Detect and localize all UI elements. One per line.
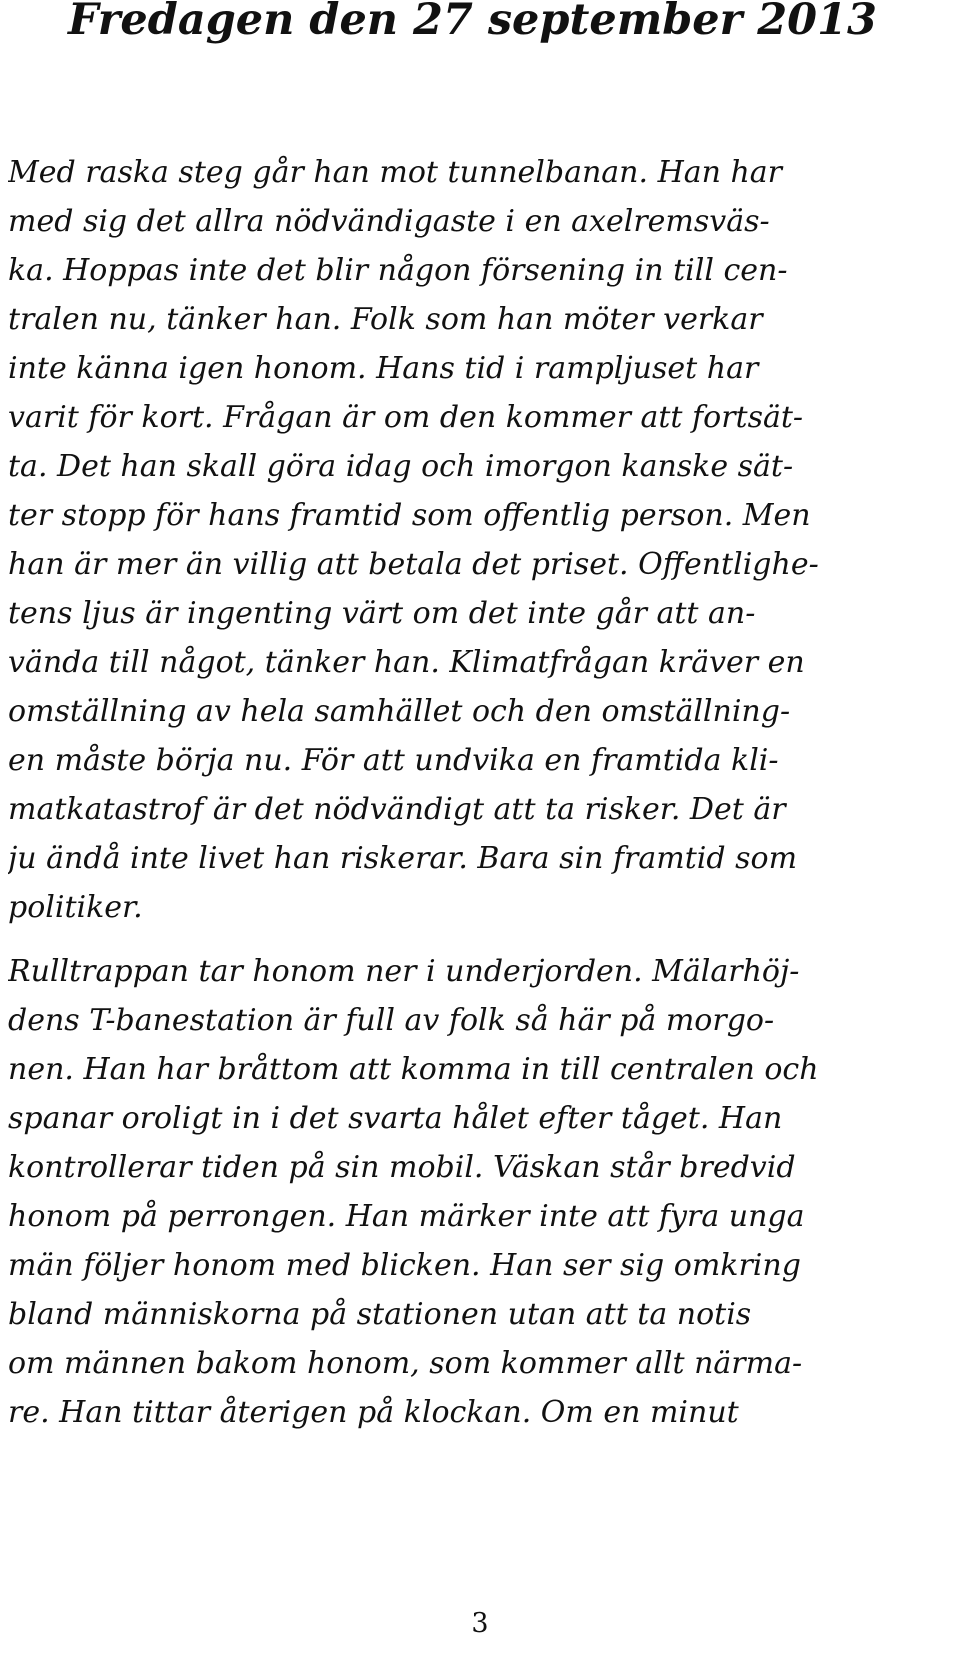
text-line: ka. Hoppas inte det blir någon försening in till cen- xyxy=(8,253,788,288)
text-line: tralen nu, tänker han. Folk som han möter verkar xyxy=(8,302,763,337)
text-line: han är mer än villig att betala det priset. Offentlighe- xyxy=(8,547,819,582)
text-line: politiker. xyxy=(8,890,143,925)
text-line: honom på perrongen. Han märker inte att fyra unga xyxy=(8,1199,805,1234)
text-line: en måste börja nu. För att undvika en framtida kli- xyxy=(8,743,779,778)
text-line: Rulltrappan tar honom ner i underjorden. Mälarhöj- xyxy=(8,954,800,989)
text-line: dens T-banestation är full av folk så här på morgo- xyxy=(8,1003,775,1038)
text-line: nen. Han har bråttom att komma in till centralen och xyxy=(8,1052,819,1087)
text-line: inte känna igen honom. Hans tid i rampljuset har xyxy=(8,351,759,386)
text-line: re. Han tittar återigen på klockan. Om en minut xyxy=(8,1395,739,1430)
text-line: bland människorna på stationen utan att ta notis xyxy=(8,1297,752,1332)
text-line: ter stopp för hans framtid som offentlig person. Men xyxy=(8,498,811,533)
page-title: Fredagen den 27 september 2013 xyxy=(68,0,877,45)
text-line: ta. Det han skall göra idag och imorgon kanske sät- xyxy=(8,449,794,484)
text-line: spanar oroligt in i det svarta hålet efter tåget. Han xyxy=(8,1101,783,1136)
text-line: tens ljus är ingenting värt om det inte går att an- xyxy=(8,596,756,631)
text-line: ju ändå inte livet han riskerar. Bara sin framtid som xyxy=(8,841,798,876)
text-line: kontrollerar tiden på sin mobil. Väskan står bredvid xyxy=(8,1150,796,1185)
paragraph-1 xyxy=(8,148,960,932)
paragraph-2 xyxy=(8,947,960,1437)
text-line: omställning av hela samhället och den omställning- xyxy=(8,694,791,729)
text-line: Med raska steg går han mot tunnelbanan. Han har xyxy=(8,155,783,190)
text-line: vända till något, tänker han. Klimatfrågan kräver en xyxy=(8,645,805,680)
text-line: män följer honom med blicken. Han ser sig omkring xyxy=(8,1248,801,1283)
text-line: varit för kort. Frågan är om den kommer att fortsät- xyxy=(8,400,804,435)
page-number: 3 xyxy=(471,1608,489,1639)
text-line: med sig det allra nödvändigaste i en axelremsväs- xyxy=(8,204,770,239)
text-line: om männen bakom honom, som kommer allt närma- xyxy=(8,1346,803,1381)
text-line: matkatastrof är det nödvändigt att ta risker. Det är xyxy=(8,792,786,827)
